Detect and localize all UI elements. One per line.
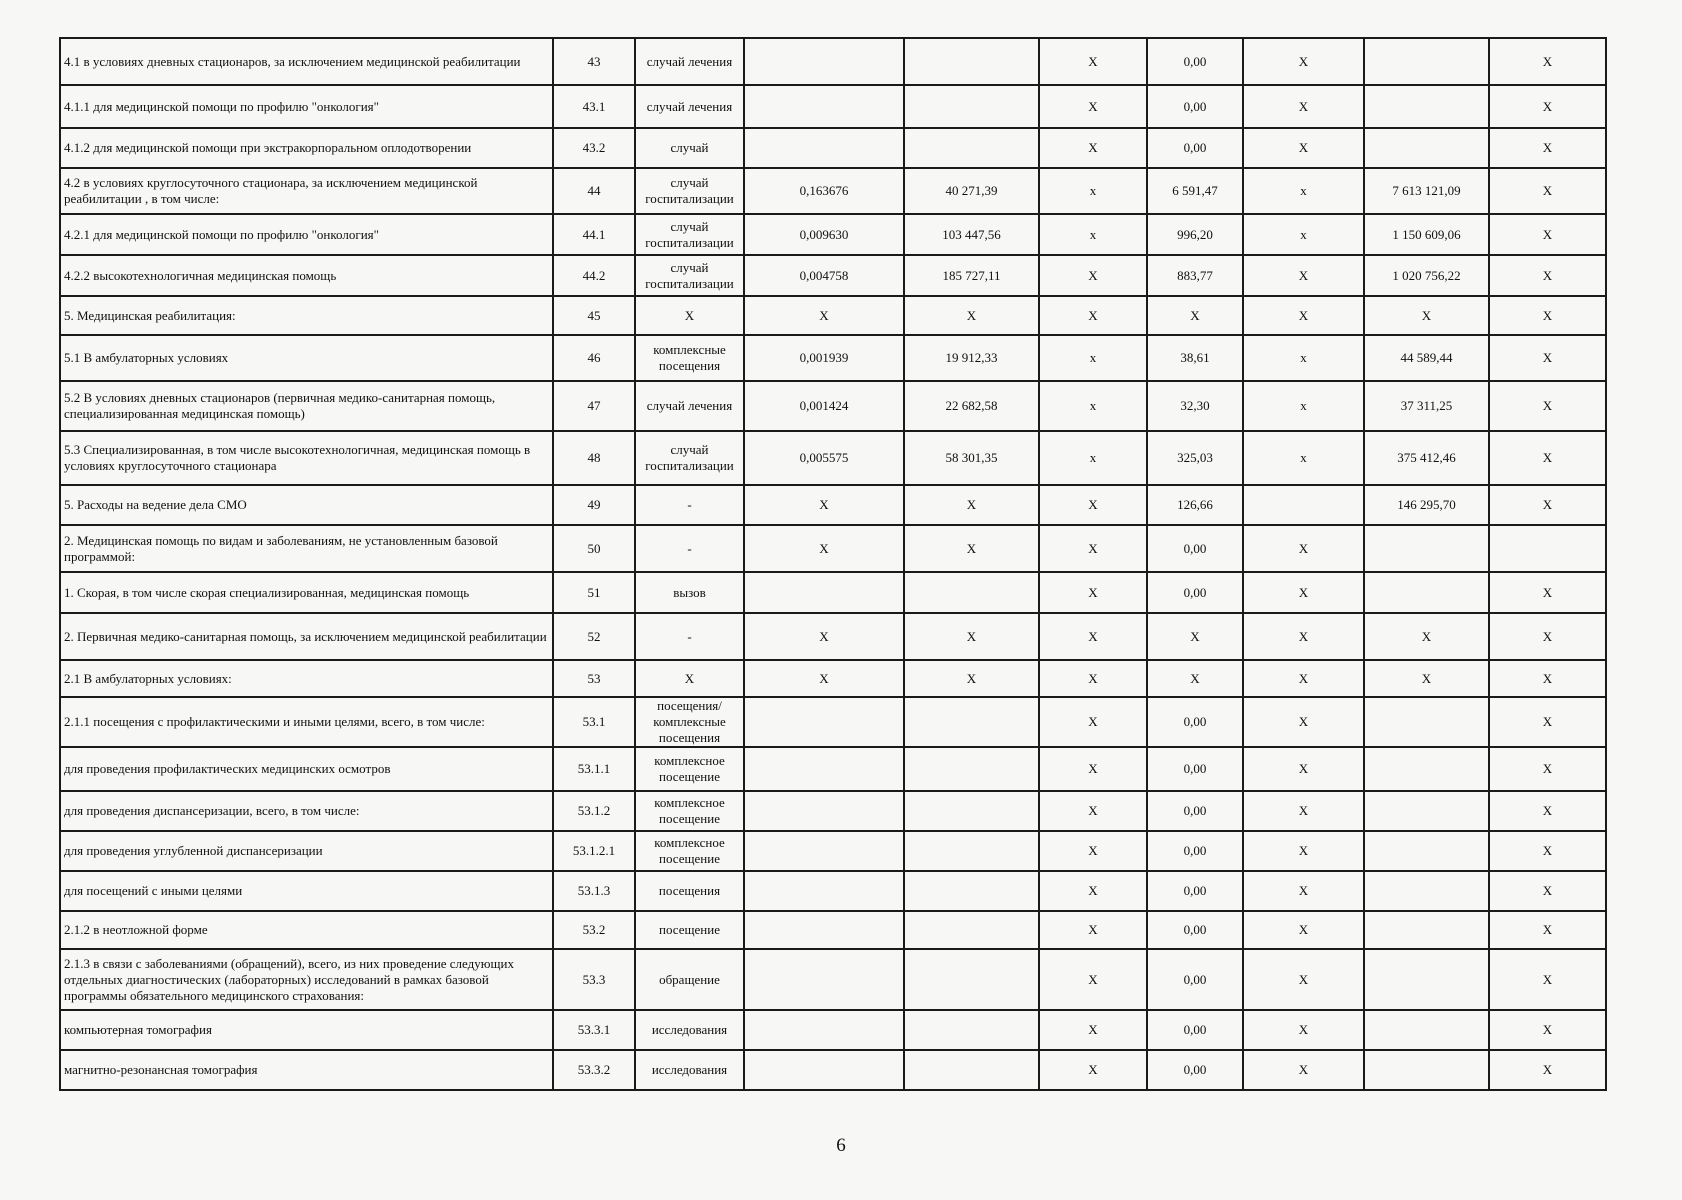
row-name-cell: для посещений с иными целями [60,871,553,911]
row-col4-cell: 0,009630 [744,214,904,255]
table-row [60,335,1606,381]
row-col7-cell: 0,00 [1147,911,1243,949]
row-col7-cell: X [1147,613,1243,660]
row-code-cell: 48 [553,431,635,485]
row-col9-cell: 44 589,44 [1364,335,1489,381]
row-code-cell: 44.1 [553,214,635,255]
row-col5-cell [904,85,1039,128]
row-col5-cell [904,1050,1039,1090]
row-col6-cell: X [1039,525,1147,572]
row-unit-cell: X [635,660,744,697]
row-col9-cell: 37 311,25 [1364,381,1489,431]
row-unit-cell: обращение [635,949,744,1010]
row-code-cell: 53.3.2 [553,1050,635,1090]
row-col7-cell: 0,00 [1147,697,1243,747]
row-col10-cell: X [1489,871,1606,911]
row-code-cell: 53.1.2.1 [553,831,635,871]
row-col7-cell: 0,00 [1147,747,1243,791]
row-name-cell: 4.1.1 для медицинской помощи по профилю "онкология" [60,85,553,128]
row-col5-cell [904,572,1039,613]
row-col9-cell [1364,697,1489,747]
row-name-cell: магнитно-резонансная томография [60,1050,553,1090]
row-col4-cell: X [744,660,904,697]
row-unit-cell: комплексные посещения [635,335,744,381]
row-col10-cell: X [1489,296,1606,335]
row-col10-cell: X [1489,747,1606,791]
row-col4-cell: 0,005575 [744,431,904,485]
row-col6-cell: X [1039,613,1147,660]
row-col6-cell: X [1039,831,1147,871]
row-name-cell: 4.2 в условиях круглосуточного стационара, за исключением медицинской реабилитации , в том числе: [60,168,553,214]
row-col9-cell: 7 613 121,09 [1364,168,1489,214]
row-col6-cell: X [1039,949,1147,1010]
table-row [60,697,1606,747]
row-col9-cell: X [1364,660,1489,697]
row-code-cell: 51 [553,572,635,613]
row-code-cell: 43.1 [553,85,635,128]
row-unit-cell: посещения/комплексные посещения [635,697,744,747]
row-unit-cell: - [635,613,744,660]
table-row [60,613,1606,660]
row-code-cell: 44 [553,168,635,214]
row-unit-cell: комплексное посещение [635,791,744,831]
row-name-cell: 2. Медицинская помощь по видам и заболеваниям, не установленным базовой программой: [60,525,553,572]
row-name-cell: для проведения профилактических медицинских осмотров [60,747,553,791]
row-col9-cell: X [1364,296,1489,335]
row-col4-cell [744,1010,904,1050]
row-col9-cell: X [1364,613,1489,660]
row-col6-cell: X [1039,1010,1147,1050]
table-row [60,949,1606,1010]
row-col4-cell [744,38,904,85]
table-row [60,128,1606,168]
table-body [60,38,1606,1090]
row-col6-cell: X [1039,871,1147,911]
row-col8-cell: X [1243,1050,1364,1090]
row-col6-cell: X [1039,485,1147,525]
row-name-cell: для проведения углубленной диспансеризации [60,831,553,871]
row-col6-cell: X [1039,255,1147,296]
row-code-cell: 53.3 [553,949,635,1010]
row-col7-cell: 32,30 [1147,381,1243,431]
row-col4-cell [744,831,904,871]
row-col10-cell: X [1489,38,1606,85]
row-col4-cell [744,85,904,128]
row-col8-cell: X [1243,255,1364,296]
row-col5-cell: 19 912,33 [904,335,1039,381]
row-col7-cell: 0,00 [1147,1010,1243,1050]
row-col10-cell: X [1489,128,1606,168]
row-unit-cell: случай госпитализации [635,214,744,255]
row-col8-cell: X [1243,85,1364,128]
row-unit-cell: случай госпитализации [635,168,744,214]
row-col10-cell [1489,525,1606,572]
row-name-cell: 4.1.2 для медицинской помощи при экстракорпоральном оплодотворении [60,128,553,168]
row-unit-cell: случай [635,128,744,168]
row-col8-cell: X [1243,525,1364,572]
row-col5-cell: 58 301,35 [904,431,1039,485]
table-row [60,747,1606,791]
row-name-cell: 2.1.1 посещения с профилактическими и иными целями, всего, в том числе: [60,697,553,747]
table-row [60,660,1606,697]
row-col5-cell [904,949,1039,1010]
row-col6-cell: X [1039,747,1147,791]
row-col8-cell: X [1243,660,1364,697]
row-col9-cell: 1 020 756,22 [1364,255,1489,296]
table-row [60,296,1606,335]
row-unit-cell: - [635,525,744,572]
row-col5-cell [904,697,1039,747]
row-col5-cell [904,128,1039,168]
row-col5-cell: 22 682,58 [904,381,1039,431]
row-col6-cell: x [1039,214,1147,255]
row-code-cell: 53.1.2 [553,791,635,831]
row-code-cell: 52 [553,613,635,660]
row-col7-cell: 126,66 [1147,485,1243,525]
row-code-cell: 53.2 [553,911,635,949]
row-col8-cell: X [1243,697,1364,747]
row-col8-cell: X [1243,949,1364,1010]
row-col6-cell: X [1039,1050,1147,1090]
row-col4-cell [744,128,904,168]
row-col9-cell: 1 150 609,06 [1364,214,1489,255]
row-col10-cell: X [1489,335,1606,381]
row-code-cell: 50 [553,525,635,572]
row-code-cell: 53.1.1 [553,747,635,791]
row-col9-cell [1364,85,1489,128]
row-col6-cell: X [1039,572,1147,613]
row-col6-cell: X [1039,128,1147,168]
row-col10-cell: X [1489,214,1606,255]
row-col7-cell: 0,00 [1147,1050,1243,1090]
row-col4-cell: 0,004758 [744,255,904,296]
row-col10-cell: X [1489,949,1606,1010]
table-row [60,871,1606,911]
row-col6-cell: x [1039,168,1147,214]
row-col8-cell: x [1243,335,1364,381]
row-col8-cell: x [1243,168,1364,214]
row-unit-cell: посещения [635,871,744,911]
row-name-cell: 5. Медицинская реабилитация: [60,296,553,335]
row-col8-cell: X [1243,38,1364,85]
table-row [60,1050,1606,1090]
row-unit-cell: комплексное посещение [635,747,744,791]
row-col7-cell: 0,00 [1147,572,1243,613]
row-col8-cell [1243,485,1364,525]
row-col10-cell: X [1489,1050,1606,1090]
row-unit-cell: X [635,296,744,335]
row-col9-cell [1364,871,1489,911]
row-unit-cell: комплексное посещение [635,831,744,871]
row-col6-cell: x [1039,431,1147,485]
row-col10-cell: X [1489,660,1606,697]
row-col7-cell: 0,00 [1147,128,1243,168]
row-col10-cell: X [1489,697,1606,747]
row-col6-cell: X [1039,660,1147,697]
row-col5-cell [904,791,1039,831]
row-col8-cell: X [1243,296,1364,335]
table-row [60,485,1606,525]
row-col8-cell: X [1243,871,1364,911]
row-code-cell: 49 [553,485,635,525]
row-col6-cell: X [1039,791,1147,831]
row-col4-cell [744,911,904,949]
row-col8-cell: X [1243,128,1364,168]
row-col5-cell [904,38,1039,85]
row-col7-cell: 38,61 [1147,335,1243,381]
row-col4-cell: X [744,613,904,660]
row-col9-cell [1364,747,1489,791]
row-col7-cell: 0,00 [1147,85,1243,128]
row-name-cell: 5.3 Специализированная, в том числе высокотехнологичная, медицинская помощь в условиях круглосуточного стационара [60,431,553,485]
row-name-cell: 4.1 в условиях дневных стационаров, за исключением медицинской реабилитации [60,38,553,85]
row-col10-cell: X [1489,431,1606,485]
row-col10-cell: X [1489,613,1606,660]
row-col7-cell: 0,00 [1147,791,1243,831]
table-row [60,572,1606,613]
row-col8-cell: X [1243,747,1364,791]
row-col8-cell: x [1243,381,1364,431]
row-col5-cell [904,911,1039,949]
row-code-cell: 47 [553,381,635,431]
row-col6-cell: X [1039,911,1147,949]
page-number: 6 [836,1135,846,1156]
row-col10-cell: X [1489,911,1606,949]
row-col7-cell: 996,20 [1147,214,1243,255]
table-row [60,431,1606,485]
row-col8-cell: X [1243,613,1364,660]
row-col8-cell: X [1243,911,1364,949]
row-col9-cell [1364,128,1489,168]
row-col5-cell: X [904,613,1039,660]
row-unit-cell: случай лечения [635,38,744,85]
row-col7-cell: 6 591,47 [1147,168,1243,214]
row-col7-cell: 0,00 [1147,871,1243,911]
row-code-cell: 53.1.3 [553,871,635,911]
row-col5-cell [904,1010,1039,1050]
row-col5-cell: 185 727,11 [904,255,1039,296]
row-code-cell: 53.3.1 [553,1010,635,1050]
table-row [60,1010,1606,1050]
row-name-cell: 1. Скорая, в том числе скорая специализированная, медицинская помощь [60,572,553,613]
row-col9-cell [1364,791,1489,831]
row-col9-cell [1364,1050,1489,1090]
row-col5-cell: X [904,525,1039,572]
row-name-cell: 4.2.2 высокотехнологичная медицинская помощь [60,255,553,296]
row-col9-cell [1364,831,1489,871]
row-col4-cell: 0,001939 [744,335,904,381]
row-col5-cell: 103 447,56 [904,214,1039,255]
row-name-cell: 5.2 В условиях дневных стационаров (первичная медико-санитарная помощь, специализированная медицинская помощь) [60,381,553,431]
row-unit-cell: исследования [635,1010,744,1050]
row-col8-cell: x [1243,431,1364,485]
row-col9-cell [1364,949,1489,1010]
row-col7-cell: 0,00 [1147,831,1243,871]
row-col7-cell: 325,03 [1147,431,1243,485]
row-code-cell: 53.1 [553,697,635,747]
row-col6-cell: x [1039,335,1147,381]
row-col7-cell: 0,00 [1147,38,1243,85]
table-row [60,85,1606,128]
row-col5-cell [904,871,1039,911]
row-col9-cell [1364,525,1489,572]
row-col9-cell [1364,38,1489,85]
row-unit-cell: посещение [635,911,744,949]
row-col8-cell: X [1243,572,1364,613]
row-col4-cell: X [744,296,904,335]
row-col7-cell: 0,00 [1147,525,1243,572]
row-name-cell: 2.1 В амбулаторных условиях: [60,660,553,697]
table-row [60,255,1606,296]
row-unit-cell: случай госпитализации [635,255,744,296]
row-col5-cell [904,747,1039,791]
row-col4-cell: 0,001424 [744,381,904,431]
row-col7-cell: 883,77 [1147,255,1243,296]
table-row [60,525,1606,572]
row-col6-cell: X [1039,296,1147,335]
row-col10-cell: X [1489,255,1606,296]
row-col8-cell: x [1243,214,1364,255]
row-col4-cell: X [744,485,904,525]
row-unit-cell: случай госпитализации [635,431,744,485]
row-col10-cell: X [1489,791,1606,831]
table-row [60,214,1606,255]
row-col9-cell: 146 295,70 [1364,485,1489,525]
row-col4-cell: 0,163676 [744,168,904,214]
row-code-cell: 46 [553,335,635,381]
row-col10-cell: X [1489,572,1606,613]
row-col8-cell: X [1243,791,1364,831]
row-col4-cell [744,1050,904,1090]
row-col9-cell [1364,572,1489,613]
row-code-cell: 43.2 [553,128,635,168]
row-col4-cell [744,697,904,747]
table-row [60,381,1606,431]
row-name-cell: 4.2.1 для медицинской помощи по профилю "онкология" [60,214,553,255]
row-name-cell: 5.1 В амбулаторных условиях [60,335,553,381]
row-name-cell: компьютерная томография [60,1010,553,1050]
row-name-cell: 5. Расходы на ведение дела СМО [60,485,553,525]
row-code-cell: 45 [553,296,635,335]
row-col4-cell [744,791,904,831]
table-row [60,831,1606,871]
row-col10-cell: X [1489,85,1606,128]
row-col10-cell: X [1489,831,1606,871]
row-col5-cell: 40 271,39 [904,168,1039,214]
row-col10-cell: X [1489,1010,1606,1050]
row-code-cell: 44.2 [553,255,635,296]
row-col4-cell [744,572,904,613]
row-col10-cell: X [1489,485,1606,525]
row-col6-cell: X [1039,697,1147,747]
row-col4-cell: X [744,525,904,572]
data-table [59,37,1607,1091]
row-col9-cell [1364,911,1489,949]
row-col10-cell: X [1489,168,1606,214]
table-row [60,791,1606,831]
row-col8-cell: X [1243,831,1364,871]
row-col6-cell: x [1039,381,1147,431]
row-unit-cell: - [635,485,744,525]
row-col5-cell: X [904,485,1039,525]
row-name-cell: 2.1.3 в связи с заболеваниями (обращений), всего, из них проведение следующих отдельных диагностических (лабораторных) исследований в рамках базовой программы обязательного медицинского страхования: [60,949,553,1010]
table-row [60,38,1606,85]
row-col10-cell: X [1489,381,1606,431]
row-code-cell: 43 [553,38,635,85]
row-col9-cell: 375 412,46 [1364,431,1489,485]
row-code-cell: 53 [553,660,635,697]
row-name-cell: для проведения диспансеризации, всего, в том числе: [60,791,553,831]
row-unit-cell: исследования [635,1050,744,1090]
row-col5-cell [904,831,1039,871]
row-name-cell: 2. Первичная медико-санитарная помощь, за исключением медицинской реабилитации [60,613,553,660]
row-col4-cell [744,871,904,911]
row-col5-cell: X [904,660,1039,697]
row-col6-cell: X [1039,85,1147,128]
row-col7-cell: X [1147,296,1243,335]
row-col4-cell [744,949,904,1010]
row-unit-cell: случай лечения [635,85,744,128]
row-col4-cell [744,747,904,791]
row-col7-cell: 0,00 [1147,949,1243,1010]
row-col9-cell [1364,1010,1489,1050]
row-col6-cell: X [1039,38,1147,85]
row-unit-cell: случай лечения [635,381,744,431]
row-name-cell: 2.1.2 в неотложной форме [60,911,553,949]
table-row [60,168,1606,214]
row-unit-cell: вызов [635,572,744,613]
row-col5-cell: X [904,296,1039,335]
row-col8-cell: X [1243,1010,1364,1050]
row-col7-cell: X [1147,660,1243,697]
table-row [60,911,1606,949]
